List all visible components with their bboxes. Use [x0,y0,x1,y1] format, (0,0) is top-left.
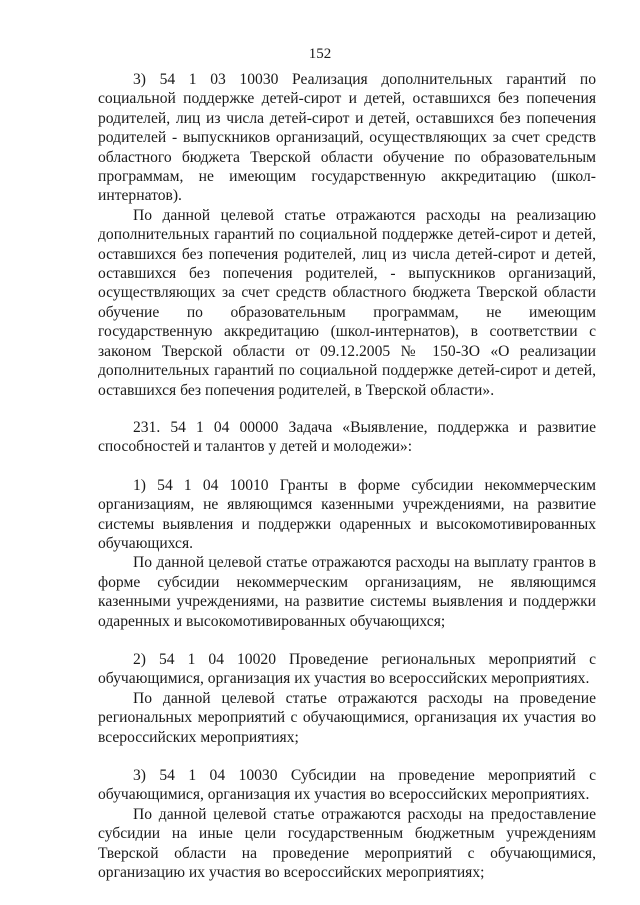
paragraph-item-3b-description: По данной целевой статье отражаются расходы на предоставление субсидии на иные цели государственным бюджетным учреждениям Тверской области на проведение мероприятий с обучающимися, организацию их участия во всероссийских мероприятиях; [98,805,596,882]
paragraph-item-1-description: По данной целевой статье отражаются расходы на выплату грантов в форме субсидии некоммерческим организациям, не являющимся казенными учреждениями, на развитие системы выявления и поддержки одаренных и высокомотивированных обучающихся; [98,554,596,630]
paragraph-item-2-description: По данной целевой статье отражаются расходы на проведение региональных мероприятий с обучающимися, организация их участия во всероссийских мероприятиях; [98,689,596,746]
page-number: 152 [308,46,332,62]
paragraph-task-231-heading: 231. 54 1 04 00000 Задача «Выявление, поддержка и развитие способностей и талантов у детей и молодежи»: [98,418,596,456]
paragraph-item-2-title: 2) 54 1 04 10020 Проведение региональных мероприятий с обучающимися, организация их участия во всероссийских мероприятиях. [98,650,596,688]
paragraph-item-3b-title: 3) 54 1 04 10030 Субсидии на проведение мероприятий с обучающимися, организация их участия во всероссийских мероприятиях. [98,767,596,804]
document-body [98,70,596,882]
paragraph-item-1-title: 1) 54 1 04 10010 Гранты в форме субсидии некоммерческим организациям, не являющимся казенными учреждениями, на развитие системы выявления и поддержки одаренных и высокомотивированных обучающихся. [98,476,596,552]
paragraph-item-3-title: 3) 54 1 03 10030 Реализация дополнительных гарантий по социальной поддержке детей-сирот и детей, оставшихся без попечения родителей, лиц из числа детей-сирот и детей, оставшихся без попечения родителей - выпускников организаций, осуществляющих за счет средств областного бюджета Тверской области обучение по образовательным программам, не имеющим государственную аккредитацию (школ-интернатов). [98,71,596,205]
paragraph-item-3-description: По данной целевой статье отражаются расходы на реализацию дополнительных гарантий по социальной поддержке детей-сирот и детей, оставшихся без попечения родителей, лиц из числа детей-сирот и детей, оставшихся без попечения родителей, - выпускников организаций, осуществляющих за счет средств областного бюджета Тверской области обучение по образовательным программам, не имеющим государственную аккредитацию (школ-интернатов), в соответствии с законом Тверской области от 09.12.2005 № 150-ЗО «О реализации дополнительных гарантий по социальной поддержке детей-сирот и детей, оставшихся без попечения родителей, в Тверской области». [98,206,596,399]
